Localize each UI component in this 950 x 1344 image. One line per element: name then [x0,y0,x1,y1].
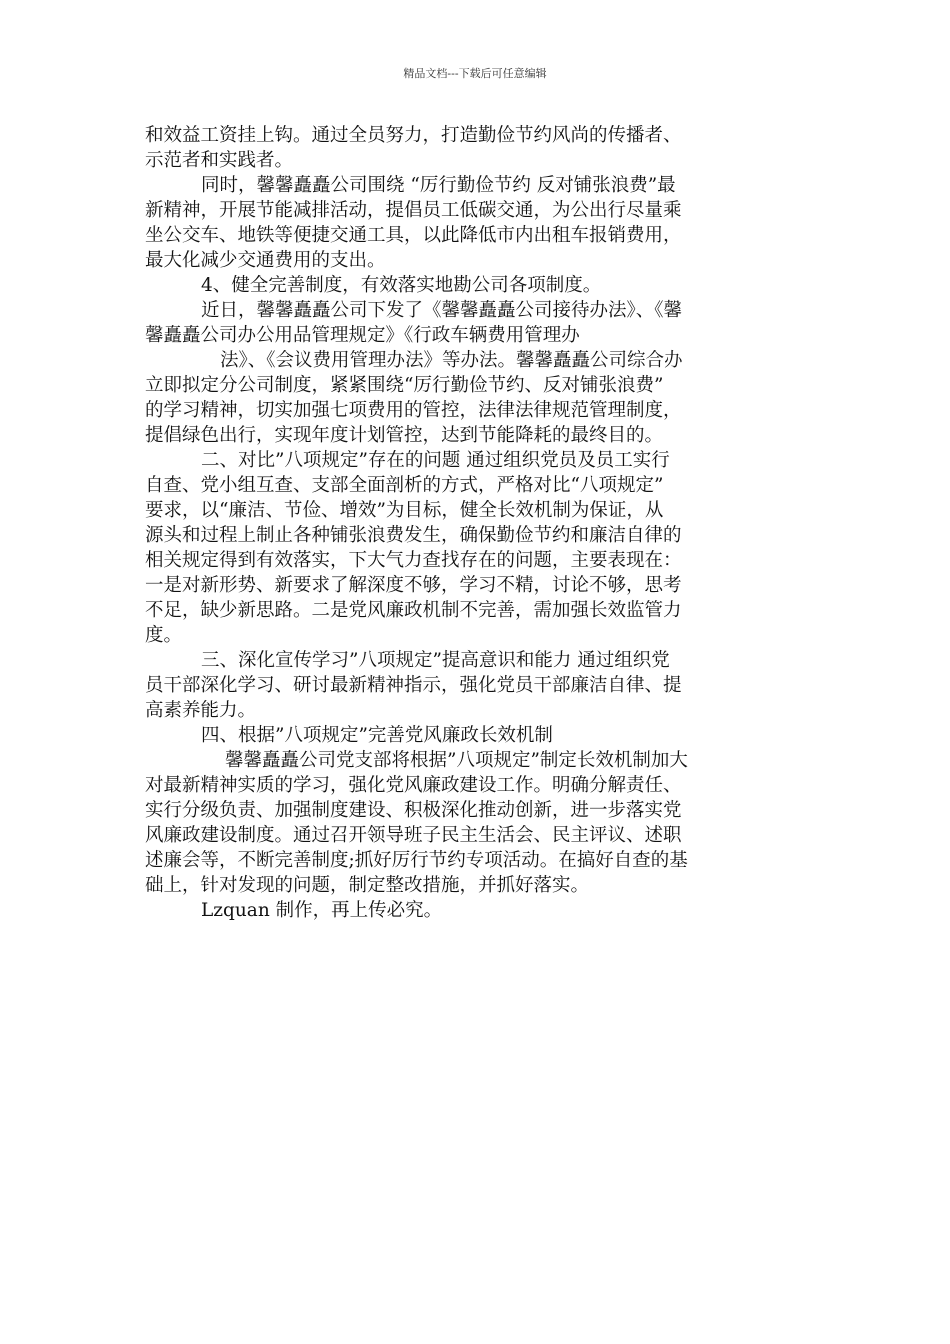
text-line: 实行分级负责、加强制度建设、积极深化推动创新，进一步落实党 [145,800,682,821]
text-line: 的学习精神，切实加强七项费用的管控，法律法律规范管理制度， [145,400,682,421]
text-line: 自查、党小组互查、支部全面剖析的方式，严格对比“八项规定” [145,475,664,496]
text-line: 不足，缺少新思路。二是党风廉政机制不完善，需加强长效监管力 [145,600,682,621]
section-heading: 三、深化宣传学习”八项规定”提高意识和能力 通过组织党 [201,650,670,671]
text-line: 要求，以“廉洁、节俭、增效”为目标，健全长效机制为保证，从 [145,500,664,521]
text-line: 度。 [145,625,183,646]
text-line: 法》、《会议费用管理办法》等办法。馨馨矗矗公司综合办 [220,350,683,371]
text-line: 源头和过程上制止各种铺张浪费发生，确保勤俭节约和廉洁自律的 [145,525,682,546]
text-line: 高素养能力。 [145,700,257,721]
text-line: 新精神，开展节能减排活动，提倡员工低碳交通，为公出行尽量乘 [145,200,682,221]
text-line: 近日，馨馨矗矗公司下发了《馨馨矗矗公司接待办法》、《馨 [201,300,683,321]
text-line: 相关规定得到有效落实，下大气力查找存在的问题，主要表现在： [145,550,682,571]
footer-note: Lzquan 制作，再上传必究。 [201,900,443,921]
section-heading: 四、根据”八项规定”完善党风廉政长效机制 [201,725,553,746]
section-heading: 二、对比”八项规定”存在的问题 通过组织党员及员工实行 [201,450,670,471]
text-line: 和效益工资挂上钩。通过全员努力，打造勤俭节约风尚的传播者、 [145,125,682,146]
text-line: 立即拟定分公司制度，紧紧围绕“厉行勤俭节约、反对铺张浪费” [145,375,664,396]
text-line: 提倡绿色出行，实现年度计划管控，达到节能降耗的最终目的。 [145,425,664,446]
text-line: 馨矗矗公司办公用品管理规定》《行政车辆费用管理办 [145,325,580,346]
text-line: 馨馨矗矗公司党支部将根据”八项规定”制定长效机制加大 [225,750,688,771]
text-line: 坐公交车、地铁等便捷交通工具，以此降低市内出租车报销费用， [145,225,682,246]
text-line: 对最新精神实质的学习，强化党风廉政建设工作。明确分解责任、 [145,775,682,796]
text-line: 一是对新形势、新要求了解深度不够，学习不精，讨论不够，思考 [145,575,682,596]
text-line: 础上，针对发现的问题，制定整改措施，并抓好落实。 [145,875,590,896]
text-line: 最大化减少交通费用的支出。 [145,250,386,271]
section-heading: 4、健全完善制度，有效落实地勘公司各项制度。 [201,275,602,296]
text-line: 同时，馨馨矗矗公司围绕 “厉行勤俭节约 反对铺张浪费”最 [201,175,676,196]
text-line: 述廉会等，不断完善制度;抓好厉行节约专项活动。在搞好自查的基 [145,850,688,871]
text-line: 员干部深化学习、研讨最新精神指示，强化党员干部廉洁自律、提 [145,675,682,696]
page-header: 精品文档---下载后可任意编辑 [403,67,547,80]
text-line: 示范者和实践者。 [145,150,294,171]
document-body [145,123,809,923]
text-line: 风廉政建设制度。通过召开领导班子民主生活会、民主评议、述职 [145,825,682,846]
